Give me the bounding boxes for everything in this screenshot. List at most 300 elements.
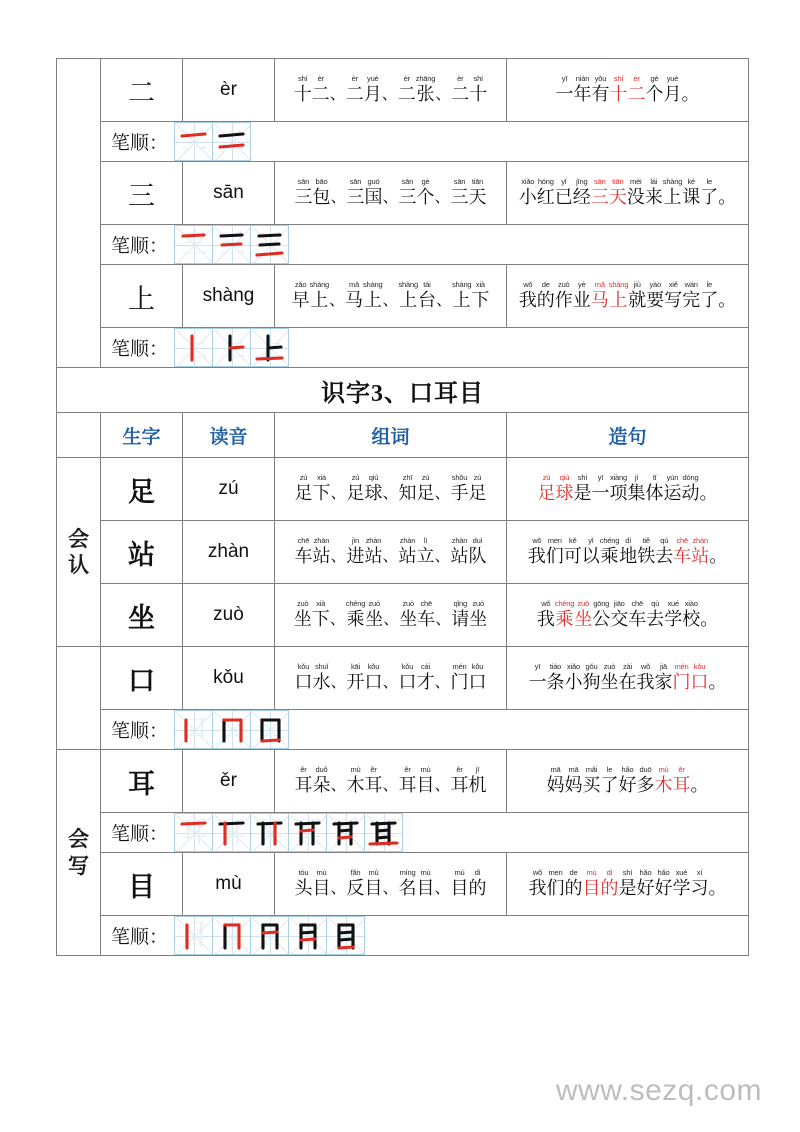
ruby-unit <box>601 765 619 795</box>
hanzi-glyph: 、 <box>330 880 347 898</box>
ruby-unit <box>399 599 417 629</box>
hanzi-glyph: 木 <box>346 774 365 795</box>
hanzi-glyph: 。 <box>681 83 700 104</box>
ruby-unit <box>469 536 487 566</box>
ruby-unit <box>330 538 346 566</box>
ruby-unit <box>417 662 435 692</box>
hanzi-glyph: 目 <box>364 877 383 898</box>
ruby-unit <box>417 599 435 629</box>
pinyin-annotation: yī <box>597 472 604 482</box>
pinyin-annotation: tiān <box>612 176 624 186</box>
hanzi-glyph: 上 <box>399 289 418 310</box>
group-label-char: 写 <box>68 853 89 878</box>
ruby-unit <box>363 280 382 310</box>
hanzi-glyph: 马 <box>345 289 364 310</box>
ruby-unit <box>583 868 601 898</box>
ghost-character: 口 <box>179 713 208 745</box>
hanzi-glyph: 校 <box>682 608 701 629</box>
hanzi-glyph: 目 <box>416 877 435 898</box>
char-row <box>57 521 749 584</box>
stroke-box-list <box>174 328 288 367</box>
pinyin-annotation: mù <box>368 867 379 877</box>
hanzi-glyph: 三 <box>450 186 469 207</box>
pinyin-cell: ěr <box>183 750 275 813</box>
stroke-order-label: 笔顺： <box>111 236 169 257</box>
sentence-text <box>507 172 748 214</box>
pinyin-annotation: xué <box>667 598 679 608</box>
pinyin-annotation: yùn <box>666 472 679 482</box>
ruby-unit <box>646 599 664 629</box>
stroke-row <box>57 916 749 956</box>
hanzi-glyph: 门 <box>450 671 469 692</box>
stroke-glyph <box>213 329 250 366</box>
pinyin-annotation: kǒu <box>297 661 310 671</box>
stroke-box <box>326 813 365 852</box>
ruby-unit <box>700 177 718 207</box>
pinyin-annotation: yǐ <box>588 535 594 545</box>
pinyin-annotation: kǒu <box>401 661 414 671</box>
pinyin-annotation: men <box>548 867 563 877</box>
hanzi-glyph: 口 <box>468 671 487 692</box>
hanzi-glyph: 一 <box>528 671 547 692</box>
ruby-unit <box>330 767 346 795</box>
pinyin-annotation: zú <box>421 472 430 482</box>
ruby-unit <box>435 179 451 207</box>
hanzi-glyph: 我 <box>528 877 547 898</box>
ruby-unit <box>346 473 364 503</box>
stroke-glyph <box>251 711 288 748</box>
pinyin-annotation: ěr <box>370 764 377 774</box>
character-cell: 口 <box>101 647 183 710</box>
pinyin-annotation: gǒu <box>585 661 598 671</box>
pinyin-annotation: yǐ <box>561 176 567 186</box>
group-label-char: 会 <box>68 827 89 852</box>
ruby-unit <box>709 662 727 692</box>
pinyin-annotation: jiā <box>660 661 667 671</box>
hanzi-glyph: 门 <box>672 671 691 692</box>
hanzi-glyph: 们 <box>545 545 564 566</box>
hanzi-glyph: 没 <box>626 186 645 207</box>
hanzi-glyph: 我 <box>527 545 546 566</box>
stroke-box <box>174 916 213 955</box>
ruby-unit <box>565 765 583 795</box>
sentence-text <box>507 69 748 111</box>
sentence-cell <box>507 458 749 521</box>
ruby-unit <box>537 280 555 310</box>
ruby-unit <box>382 664 398 692</box>
ruby-unit <box>582 536 600 566</box>
pinyin-annotation: xiào <box>684 598 698 608</box>
ruby-unit <box>628 280 646 310</box>
pinyin-annotation: chē <box>297 535 310 545</box>
pinyin-annotation: tiě <box>642 535 650 545</box>
hanzi-glyph: 课 <box>682 186 701 207</box>
sentence-text <box>507 657 748 699</box>
ruby-unit <box>574 599 592 629</box>
pinyin-annotation: èr <box>351 73 358 83</box>
ruby-unit <box>451 473 469 503</box>
ruby-unit <box>628 473 646 503</box>
ghost-character: 目 <box>217 919 246 951</box>
hanzi-glyph: 在 <box>618 671 637 692</box>
pinyin-annotation: shàng <box>662 176 683 186</box>
column-header-zuci: 组词 <box>275 413 507 458</box>
hanzi-glyph: 水 <box>312 671 331 692</box>
hanzi-glyph: 、 <box>330 485 347 503</box>
hanzi-glyph: 、 <box>330 189 347 207</box>
hanzi-glyph: 我 <box>518 289 537 310</box>
character-cell: 目 <box>101 853 183 916</box>
pinyin-annotation: zú <box>542 472 551 482</box>
ruby-unit <box>330 475 346 503</box>
hanzi-glyph: 、 <box>382 548 399 566</box>
stroke-order-label: 笔顺： <box>111 133 169 154</box>
pinyin-cell: sān <box>183 162 275 225</box>
pinyin-annotation: zuò <box>402 598 414 608</box>
pinyin-annotation: de <box>541 279 550 289</box>
ruby-unit <box>399 280 418 310</box>
pinyin-annotation: qiú <box>559 472 570 482</box>
ruby-unit <box>673 662 691 692</box>
hanzi-glyph: 三 <box>398 186 417 207</box>
hanzi-glyph: 知 <box>398 482 417 503</box>
pinyin-annotation: xí <box>696 867 703 877</box>
sentence-cell <box>507 750 749 813</box>
hanzi-glyph: 月 <box>663 83 682 104</box>
ruby-unit <box>709 536 727 566</box>
ruby-unit <box>364 177 382 207</box>
ruby-unit <box>610 473 628 503</box>
hanzi-glyph: 、 <box>329 611 346 629</box>
ruby-unit <box>619 868 637 898</box>
hanzi-glyph: 朵 <box>312 774 331 795</box>
words-cell <box>275 162 507 225</box>
ruby-unit <box>619 765 637 795</box>
hanzi-glyph: 足 <box>346 482 365 503</box>
hanzi-glyph: 一 <box>555 83 574 104</box>
hanzi-glyph: 习 <box>690 877 709 898</box>
pinyin-annotation: xià <box>316 472 326 482</box>
stroke-box <box>250 225 289 264</box>
hanzi-glyph: 十 <box>469 83 488 104</box>
pinyin-cell: zú <box>183 458 275 521</box>
ruby-unit <box>435 76 451 104</box>
ruby-unit <box>537 177 555 207</box>
ruby-unit <box>294 868 312 898</box>
ruby-unit <box>673 536 691 566</box>
ruby-unit <box>346 868 364 898</box>
ruby-unit <box>646 473 664 503</box>
hanzi-glyph: 进 <box>346 545 365 566</box>
ruby-unit <box>330 179 346 207</box>
hanzi-glyph: 妈 <box>546 774 565 795</box>
ruby-unit <box>637 765 655 795</box>
ruby-unit <box>637 536 655 566</box>
hanzi-glyph: 足 <box>416 482 435 503</box>
stroke-box <box>250 916 289 955</box>
pinyin-annotation: xiàng <box>610 472 627 482</box>
ruby-unit <box>646 74 664 104</box>
pinyin-annotation: zhàn <box>692 535 708 545</box>
ruby-unit <box>364 662 382 692</box>
pinyin-annotation: zhàn <box>451 535 468 545</box>
ruby-unit <box>294 765 312 795</box>
hanzi-glyph: 口 <box>398 671 417 692</box>
ruby-unit <box>655 662 673 692</box>
ruby-unit <box>330 664 346 692</box>
ruby-unit <box>574 74 592 104</box>
hanzi-glyph: 好 <box>618 774 637 795</box>
ruby-unit <box>330 601 346 629</box>
hanzi-glyph: 、 <box>434 880 451 898</box>
ruby-unit <box>700 473 718 503</box>
ruby-unit <box>346 662 364 692</box>
pinyin-annotation: tǐ <box>652 472 657 482</box>
pinyin-annotation: wǒ <box>523 279 533 289</box>
stroke-box <box>212 328 251 367</box>
pinyin-annotation: èr <box>403 73 410 83</box>
ruby-unit <box>469 662 487 692</box>
pinyin-annotation: kǒu <box>693 661 706 671</box>
pinyin-annotation: hǎo <box>621 764 634 774</box>
ruby-unit <box>628 74 646 104</box>
stroke-glyph <box>175 814 212 851</box>
hanzi-glyph: 十 <box>293 83 312 104</box>
hanzi-glyph: 球 <box>555 482 574 503</box>
char-row <box>57 853 749 916</box>
pinyin-annotation: èr <box>317 73 324 83</box>
ruby-unit <box>565 868 583 898</box>
hanzi-glyph: 足 <box>294 482 313 503</box>
hanzi-glyph: 、 <box>330 548 347 566</box>
pinyin-annotation: shàng <box>363 279 383 289</box>
stroke-order-cell <box>101 328 749 368</box>
ruby-unit <box>664 74 682 104</box>
pinyin-annotation: lì <box>423 535 428 545</box>
pinyin-annotation: chē <box>420 598 432 608</box>
hanzi-glyph: 口 <box>364 671 383 692</box>
hanzi-glyph: 我 <box>536 608 555 629</box>
stroke-row <box>57 122 749 162</box>
ruby-unit <box>399 765 417 795</box>
hanzi-glyph: 目 <box>582 877 601 898</box>
stroke-glyph <box>251 814 288 851</box>
pinyin-annotation: sān <box>297 176 310 186</box>
pinyin-annotation: shuǐ <box>314 661 328 671</box>
pinyin-annotation: mù <box>316 867 327 877</box>
ghost-character: 目 <box>293 919 322 951</box>
ruby-unit <box>382 870 398 898</box>
pinyin-annotation: méi <box>630 176 642 186</box>
hanzi-glyph: 耳 <box>294 774 313 795</box>
hanzi-glyph: 目 <box>312 877 331 898</box>
stroke-order-row <box>101 710 748 749</box>
hanzi-glyph: 小 <box>518 186 537 207</box>
stroke-order-cell <box>101 122 749 162</box>
stroke-glyph <box>175 329 212 366</box>
hanzi-glyph: 目 <box>416 774 435 795</box>
ruby-unit <box>673 868 691 898</box>
pinyin-annotation: hóng <box>537 176 554 186</box>
pinyin-annotation: kāi <box>350 661 360 671</box>
stroke-order-label: 笔顺： <box>111 824 169 845</box>
pinyin-annotation: mù <box>454 867 465 877</box>
site-watermark: www.sezq.com <box>555 1074 762 1107</box>
hanzi-glyph: 月 <box>363 83 382 104</box>
ruby-unit <box>538 473 556 503</box>
ruby-unit <box>573 280 591 310</box>
pinyin-annotation: de <box>569 867 578 877</box>
ruby-unit <box>664 280 682 310</box>
pinyin-annotation: xiǎo <box>521 176 535 186</box>
ruby-unit <box>312 473 330 503</box>
ruby-unit <box>691 765 709 795</box>
stroke-box-list <box>174 225 288 264</box>
pinyin-annotation: sān <box>349 176 362 186</box>
ruby-unit <box>399 662 417 692</box>
ghost-character: 二 <box>179 125 208 157</box>
char-row <box>57 750 749 813</box>
ruby-unit <box>312 868 330 898</box>
ruby-unit <box>294 599 312 629</box>
stroke-glyph <box>175 123 212 160</box>
hanzi-glyph: 了 <box>600 774 619 795</box>
stroke-box <box>174 813 213 852</box>
ruby-unit <box>555 177 573 207</box>
hanzi-glyph: 、 <box>434 777 451 795</box>
character-cell: 上 <box>101 265 183 328</box>
hanzi-glyph: 的 <box>600 877 619 898</box>
sentence-cell <box>507 853 749 916</box>
pinyin-cell: shàng <box>183 265 275 328</box>
pinyin-annotation: shì <box>577 472 588 482</box>
ruby-unit <box>627 177 645 207</box>
hanzi-glyph: 队 <box>468 545 487 566</box>
stroke-box <box>326 916 365 955</box>
pinyin-annotation: zhàn <box>399 535 416 545</box>
ruby-unit <box>364 765 382 795</box>
ghost-character: 目 <box>179 919 208 951</box>
ruby-unit <box>555 280 573 310</box>
ruby-unit <box>610 599 628 629</box>
ruby-unit <box>600 536 619 566</box>
character-cell: 三 <box>101 162 183 225</box>
column-header-zaoju: 造句 <box>507 413 749 458</box>
hanzi-glyph: 狗 <box>582 671 601 692</box>
hanzi-glyph: 。 <box>708 671 727 692</box>
pinyin-annotation: míng <box>399 867 416 877</box>
stroke-box <box>250 813 289 852</box>
ruby-unit <box>471 280 489 310</box>
ruby-unit <box>628 599 646 629</box>
pinyin-annotation: le <box>706 279 712 289</box>
ruby-unit <box>417 177 435 207</box>
ruby-unit <box>399 536 417 566</box>
stroke-row <box>57 710 749 750</box>
ruby-unit <box>416 74 435 104</box>
hanzi-glyph: 二 <box>627 83 646 104</box>
pinyin-annotation: mù <box>586 867 597 877</box>
hanzi-glyph: 目 <box>450 877 469 898</box>
hanzi-glyph: 家 <box>654 671 673 692</box>
hanzi-glyph: 二 <box>345 83 364 104</box>
pinyin-annotation: shì <box>622 867 633 877</box>
ruby-unit <box>673 765 691 795</box>
pinyin-annotation: zuò <box>577 598 589 608</box>
ghost-character: 目 <box>255 919 284 951</box>
pinyin-annotation: tiáo <box>549 661 562 671</box>
hanzi-glyph: 、 <box>329 86 346 104</box>
pinyin-annotation: xiě <box>668 279 678 289</box>
hanzi-glyph: 立 <box>416 545 435 566</box>
ruby-unit <box>417 765 435 795</box>
ghost-character: 耳 <box>331 816 360 848</box>
sentence-cell <box>507 265 749 328</box>
hanzi-glyph: 就 <box>628 289 647 310</box>
pinyin-annotation: hǎo <box>657 867 670 877</box>
hanzi-glyph: 去 <box>655 545 674 566</box>
hanzi-glyph: 、 <box>330 674 347 692</box>
ghost-character: 耳 <box>179 816 208 848</box>
char-row <box>57 162 749 225</box>
column-header-duyin: 读音 <box>183 413 275 458</box>
ruby-unit <box>556 74 574 104</box>
ruby-unit <box>435 870 451 898</box>
ruby-unit <box>364 868 382 898</box>
sentence-text <box>507 760 748 802</box>
pinyin-annotation: zhāng <box>415 73 436 83</box>
pinyin-annotation: le <box>706 176 712 186</box>
pinyin-annotation: mù <box>350 764 361 774</box>
pinyin-annotation: kǒu <box>471 661 484 671</box>
hanzi-glyph: 耳 <box>672 774 691 795</box>
stroke-order-row <box>101 328 748 367</box>
hanzi-glyph: 手 <box>450 482 469 503</box>
pinyin-annotation: mén <box>674 661 689 671</box>
hanzi-glyph: 多 <box>636 774 655 795</box>
pinyin-cell: zuò <box>183 584 275 647</box>
pinyin-annotation: chē <box>676 535 688 545</box>
table-header-row <box>57 413 749 458</box>
pinyin-annotation: shí <box>473 73 483 83</box>
pinyin-annotation: hǎo <box>639 867 652 877</box>
hanzi-glyph: 、 <box>381 86 398 104</box>
hanzi-glyph: 车 <box>628 608 647 629</box>
group-label-write-spacer <box>57 647 101 750</box>
hanzi-glyph: 张 <box>416 83 435 104</box>
group-label-write <box>57 750 101 956</box>
stroke-box-list <box>174 813 402 852</box>
hanzi-glyph: 、 <box>434 485 451 503</box>
hanzi-glyph: 反 <box>346 877 365 898</box>
hanzi-glyph: 二 <box>451 83 470 104</box>
hanzi-glyph: 项 <box>609 482 628 503</box>
word-list <box>275 760 506 802</box>
hanzi-glyph: 妈 <box>564 774 583 795</box>
hanzi-glyph: 、 <box>434 548 451 566</box>
ghost-character: 三 <box>179 228 208 260</box>
pinyin-annotation: jí <box>634 472 639 482</box>
stroke-box <box>174 710 213 749</box>
hanzi-glyph: 。 <box>700 608 719 629</box>
ruby-unit <box>546 536 564 566</box>
ghost-character: 二 <box>217 125 246 157</box>
character-cell: 足 <box>101 458 183 521</box>
ruby-unit <box>691 662 709 692</box>
ruby-unit <box>346 599 365 629</box>
hanzi-glyph: 了 <box>700 186 719 207</box>
stroke-order-label: 笔顺： <box>111 339 169 360</box>
